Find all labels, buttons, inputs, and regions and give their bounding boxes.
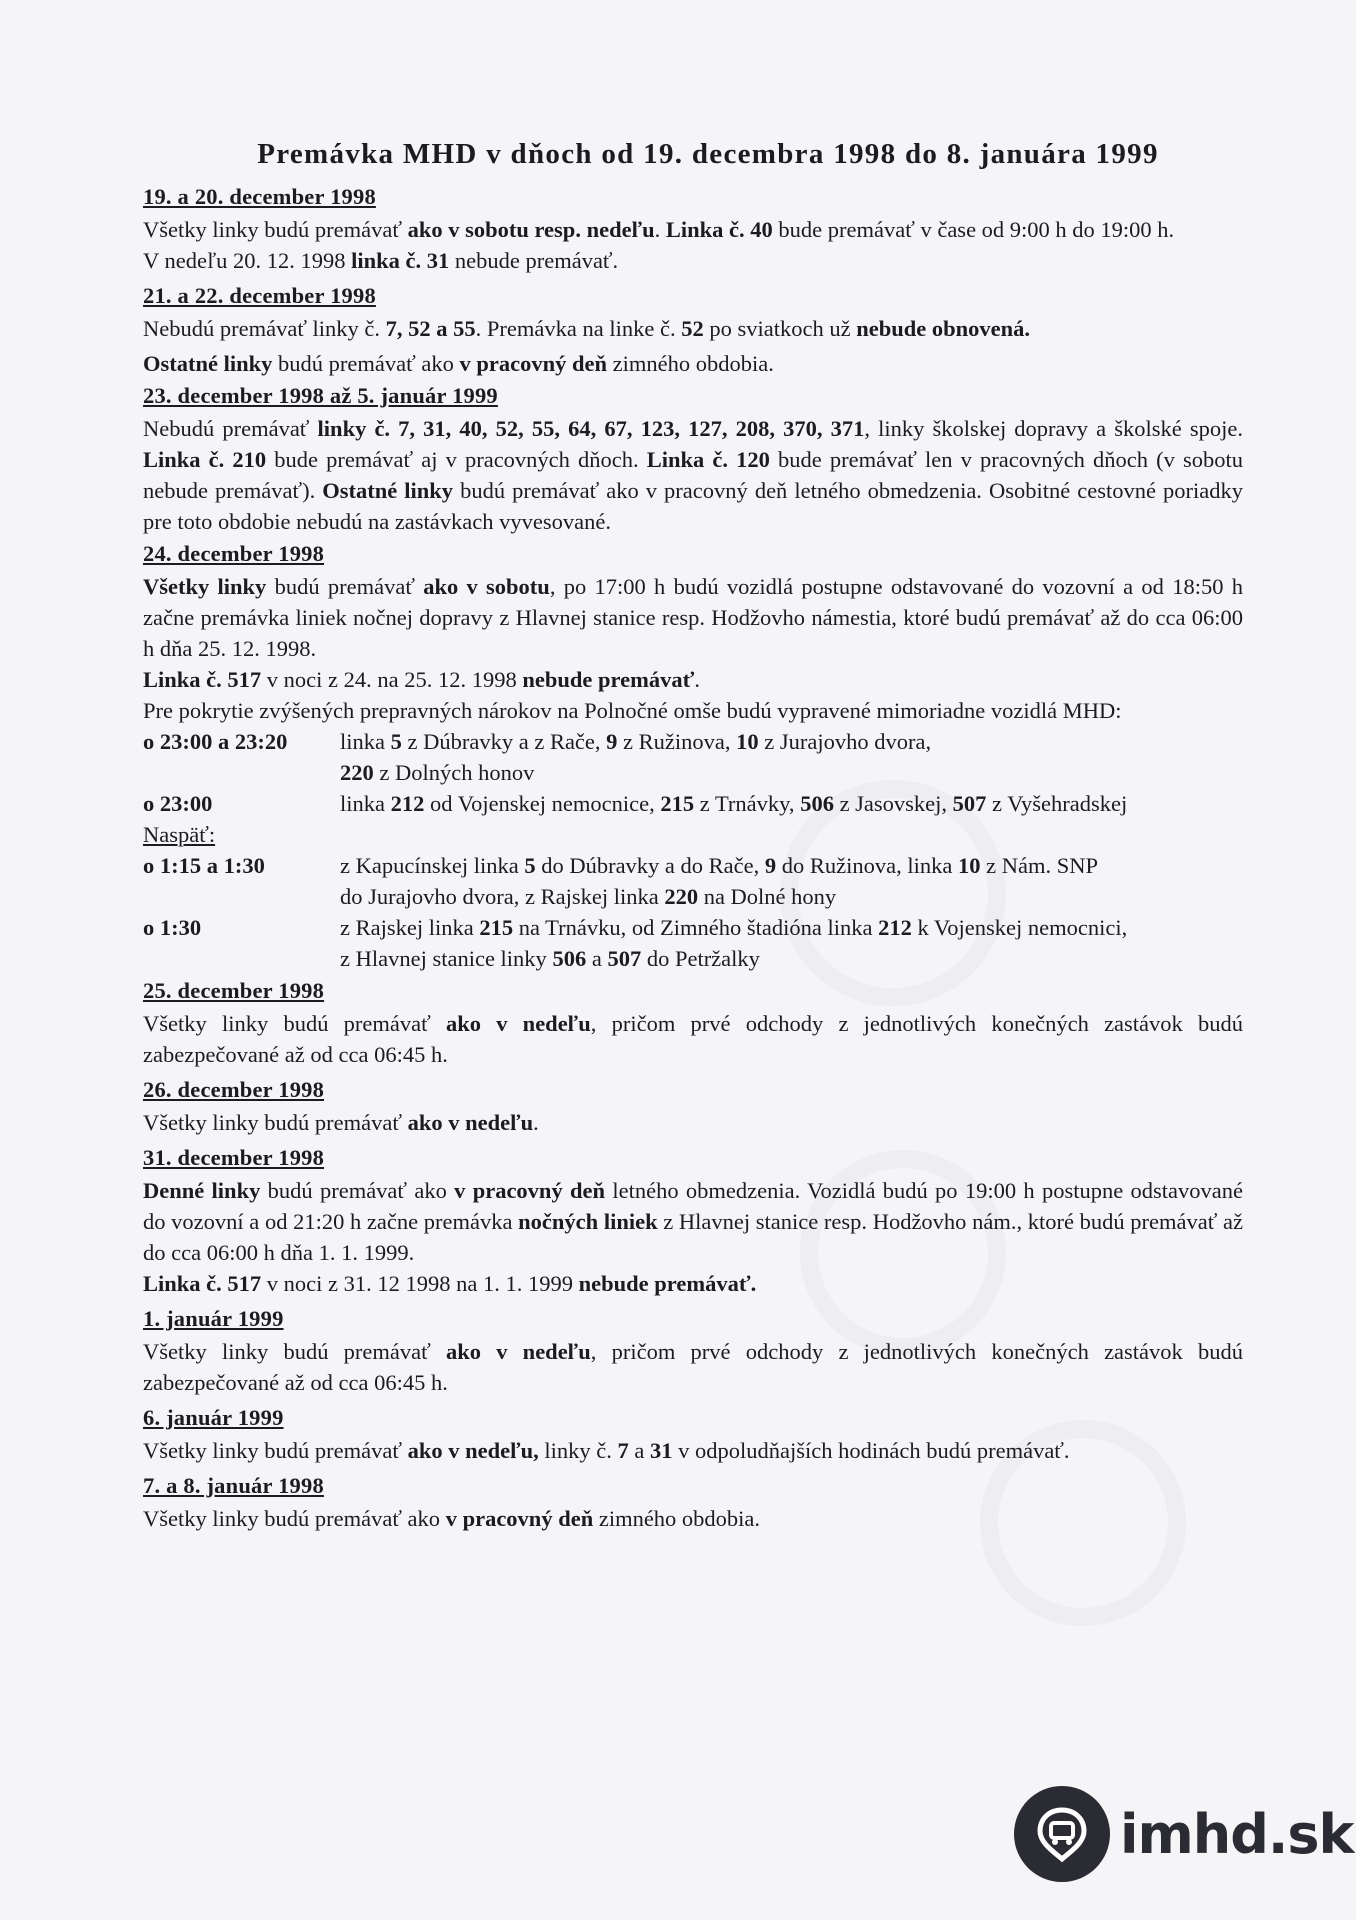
return-label: Naspäť: [143,822,216,847]
section-text: Ostatné linky budú premávať ako v pracovný deň zimného obdobia. [143,351,774,376]
section-heading-21-22-december: 21. a 22. december 1998 [143,283,376,308]
section-text: V nedeľu 20. 12. 1998 linka č. 31 nebude premávať. [143,248,619,273]
section-text: Pre pokrytie zvýšených prepravných nárokov na Polnočné omše budú vypravené mimoriadne vozidlá MHD: [143,698,1122,723]
imhd-logo [1014,1786,1353,1882]
section-text: Denné linky budú premávať ako v pracovný deň letného obmedzenia. Vozidlá budú po 19:00 h postupne odstavované do vozovní a od 21:20 h začne premávka nočných liniek z Hlavnej stanice resp. Hodžovho nám., ktoré budú premávať až do cca 06:00 h dňa 1. 1. 1999. [143,1178,1243,1265]
section-text: Nebudú premávať linky č. 7, 31, 40, 52, 55, 64, 67, 123, 127, 208, 370, 371, linky školskej dopravy a školské spoje. Linka č. 210 bude premávať aj v pracovných dňoch. Linka č. 120 bude premávať len v pracovných dňoch (v sobotu nebude premávať). Ostatné linky budú premávať ako v pracovný deň letného obmedzenia. Osobitné cestovné poriadky pre toto obdobie nebudú na zastávkach vyvesované. [143,416,1244,534]
section-text: Všetky linky budú premávať ako v nedeľu, pričom prvé odchody z jednotlivých konečných zastávok budú zabezpečované až od cca 06:45 h. [143,1011,1244,1067]
section-text: Všetky linky budú premávať ako v sobotu resp. nedeľu. Linka č. 40 bude premávať v čase od 9:00 h do 19:00 h. [143,217,1175,242]
section-heading-31-december: 31. december 1998 [143,1145,325,1170]
section-text: Nebudú premávať linky č. 7, 52 a 55. Premávka na linke č. 52 po sviatkoch už nebude obnovená. [143,316,1031,341]
section-text: Všetky linky budú premávať ako v nedeľu. [143,1110,539,1135]
section-text: Všetky linky budú premávať ako v nedeľu, pričom prvé odchody z jednotlivých konečných zastávok budú zabezpečované až od cca 06:45 h. [143,1339,1244,1395]
schedule-lines: linka 212 od Vojenskej nemocnice, 215 z Trnávky, 506 z Jasovskej, 507 z Vyšehradskej [340,791,1128,816]
schedule-lines: linka 5 z Dúbravky a z Rače, 9 z Ružinova, 10 z Jurajovho dvora, 220 z Dolných honov [340,729,932,785]
section-text: Všetky linky budú premávať ako v pracovný deň zimného obdobia. [143,1506,761,1531]
section-text: Linka č. 517 v noci z 31. 12 1998 na 1. 1. 1999 nebude premávať. [143,1271,757,1296]
document-body [143,134,1243,1534]
imhd-logo-text: imhd.sk [1120,1802,1354,1866]
section-heading-19-20-december: 19. a 20. december 1998 [143,184,376,209]
section-heading-26-december: 26. december 1998 [143,1077,325,1102]
schedule-time: o 23:00 a 23:20 [143,729,288,754]
schedule-time: o 23:00 [143,791,213,816]
schedule-lines: z Kapucínskej linka 5 do Dúbravky a do Rače, 9 do Ružinova, linka 10 z Nám. SNP do Jurajovho dvora, z Rajskej linka 220 na Dolné hony [340,853,1098,909]
imhd-logo-icon [1014,1786,1110,1882]
section-heading-6-january: 6. január 1999 [143,1405,284,1430]
section-heading-24-december: 24. december 1998 [143,541,325,566]
section-heading-7-8-january: 7. a 8. január 1998 [143,1473,324,1498]
section-text: Linka č. 517 v noci z 24. na 25. 12. 1998 nebude premávať. [143,667,700,692]
schedule-time: o 1:30 [143,915,202,940]
page-title: Premávka MHD v dňoch od 19. decembra 1998 do 8. januára 1999 [257,138,1159,170]
night-schedule [143,726,1243,974]
section-heading-1-january: 1. január 1999 [143,1306,284,1331]
schedule-time: o 1:15 a 1:30 [143,853,265,878]
section-heading-25-december: 25. december 1998 [143,978,325,1003]
section-text: Všetky linky budú premávať ako v sobotu, po 17:00 h budú vozidlá postupne odstavované do vozovní a od 18:50 h začne premávka liniek nočnej dopravy z Hlavnej stanice resp. Hodžovho námestia, ktoré budú premávať až do cca 06:00 h dňa 25. 12. 1998. [143,574,1243,661]
section-text: Všetky linky budú premávať ako v nedeľu, linky č. 7 a 31 v odpoludňajších hodinách budú premávať. [143,1438,1070,1463]
section-heading-23-december-5-january: 23. december 1998 až 5. január 1999 [143,383,498,408]
schedule-lines: z Rajskej linka 215 na Trnávku, od Zimného štadióna linka 212 k Vojenskej nemocnici, z Hlavnej stanice linky 506 a 507 do Petržalky [340,915,1128,971]
